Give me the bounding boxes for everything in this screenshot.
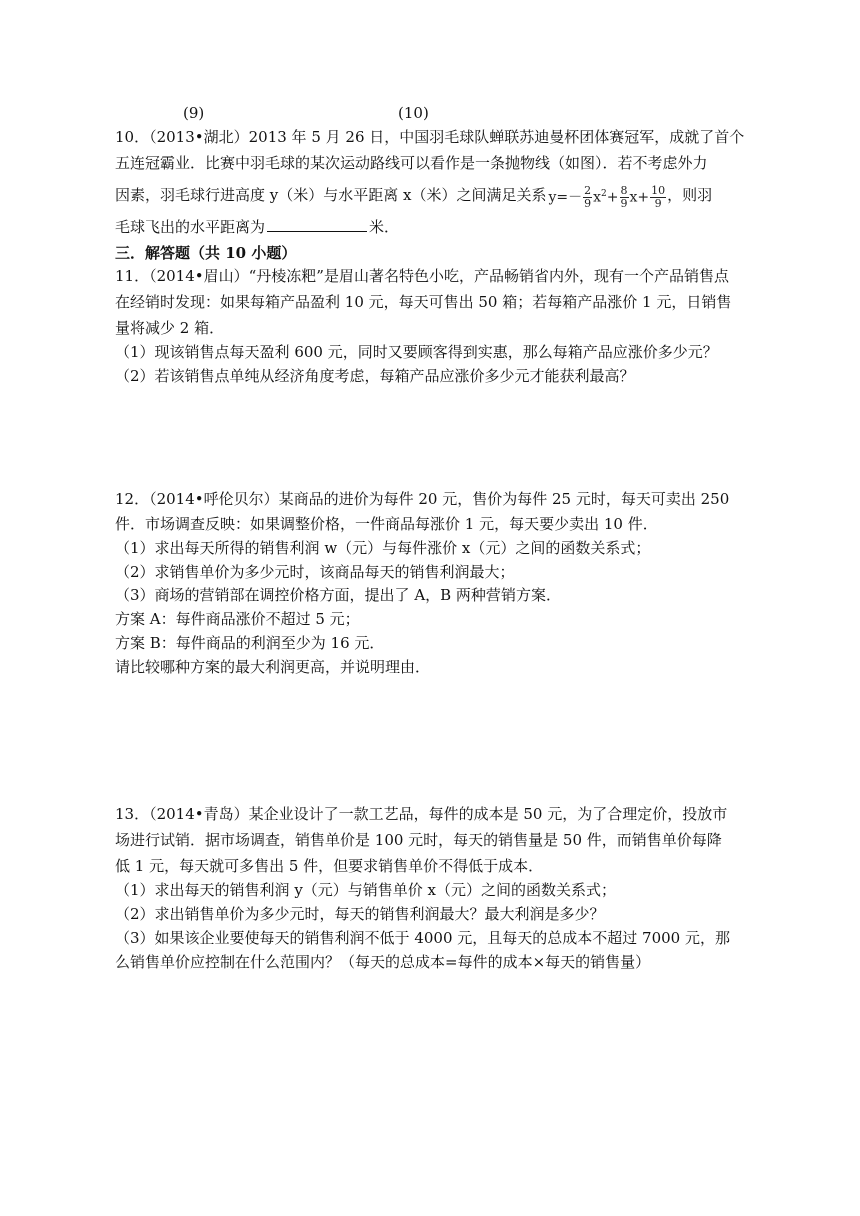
q13-part-2: （2）求出销售单价为多少元时，每天的销售利润最大？最大利润是多少？: [115, 905, 605, 923]
q13-part-1: （1）求出每天的销售利润 y（元）与销售单价 x（元）之间的函数关系式；: [115, 881, 617, 899]
q12-part-1: （1）求出每天所得的销售利润 w（元）与每件涨价 x（元）之间的函数关系式；: [115, 539, 651, 557]
q10-line-2: 五连冠霸业．比赛中羽毛球的某次运动路线可以看作是一条抛物线（如图）．若不考虑外力: [115, 154, 708, 172]
q10-line-3-tail: ，则羽: [667, 185, 713, 204]
q12-last: 请比较哪种方案的最大利润更高，并说明理由．: [115, 658, 431, 676]
q13-line-1: 13．（2014•青岛）某企业设计了一款工艺品，每件的成本是 50 元，为了合理定价，投放市: [115, 805, 728, 823]
formula-lhs: y=－: [548, 189, 583, 206]
answer-blank[interactable]: [267, 217, 367, 232]
q12-part-3: （3）商场的营销部在调控价格方面，提出了 A，B 两种营销方案．: [115, 586, 561, 604]
q12-line-1: 12．（2014•呼伦贝尔）某商品的进价为每件 20 元，售价为每件 25 元时，每天可卖出 250: [115, 490, 730, 508]
q13-part-3-cont: 么销售单价应控制在什么范围内？（每天的总成本=每件的成本×每天的销售量）: [115, 953, 651, 971]
q10-line-3: [115, 180, 735, 212]
q11-part-2: （2）若该销售点单纯从经济角度考虑，每箱产品应涨价多少元才能获利最高？: [115, 367, 635, 385]
formula-frac-b: $\frac{8}{9}$: [620, 184, 628, 211]
q10-line-4: 毛球飞出的水平距离为 米．: [115, 218, 400, 236]
section-heading: 三．解答题（共 10 小题）: [115, 244, 297, 262]
figure-label-10: (10): [398, 104, 429, 122]
q12-plan-a: 方案 A：每件商品涨价不超过 5 元；: [115, 610, 360, 628]
q11-part-1: （1）现该销售点每天盈利 600 元，同时又要顾客得到实惠，那么每箱产品应涨价多少元？: [115, 343, 718, 361]
q11-line-2: 在经销时发现：如果每箱产品盈利 10 元，每天可售出 50 箱；若每箱产品涨价 1 元，日销售: [115, 293, 732, 311]
q13-part-3: （3）如果该企业要使每天的销售利润不低于 4000 元，且每天的总成本不超过 7000 元，那: [115, 929, 730, 947]
q13-line-3: 低 1 元，每天就可多售出 5 件，但要求销售单价不得低于成本．: [115, 857, 544, 875]
figure-label-9: (9): [183, 104, 205, 122]
q11-line-1: 11．（2014•眉山）“丹棱冻粑”是眉山著名特色小吃，产品畅销省内外，现有一个产品销售点: [115, 267, 729, 285]
q10-line-1: 10．（2013•湖北）2013 年 5 月 26 日，中国羽毛球队蝉联苏迪曼杯团体赛冠军，成就了首个: [115, 128, 745, 146]
q12-part-2: （2）求销售单价为多少元时，该商品每天的销售利润最大；: [115, 563, 515, 581]
parabola-formula: y=－ $\frac{2}{9}$ $x^2+$ $\frac{8}{9}$ x+ $\frac{10}{9}$: [548, 184, 666, 211]
q11-line-3: 量将减少 2 箱．: [115, 319, 225, 337]
q12-plan-b: 方案 B：每件商品的利润至少为 16 元．: [115, 634, 385, 652]
q10-line-3-text: 因素，羽毛球行进高度 y（米）与水平距离 x（米）之间满足关系: [115, 185, 547, 204]
formula-frac-a: $\frac{2}{9}$: [584, 184, 592, 211]
q12-line-2: 件．市场调查反映：如果调整价格，一件商品每涨价 1 元，每天要少卖出 10 件．: [115, 515, 658, 533]
formula-frac-c: $\frac{10}{9}$: [651, 184, 666, 211]
q13-line-2: 场进行试销．据市场调查，销售单价是 100 元时，每天的销售量是 50 件，而销售单价每降: [115, 831, 722, 849]
